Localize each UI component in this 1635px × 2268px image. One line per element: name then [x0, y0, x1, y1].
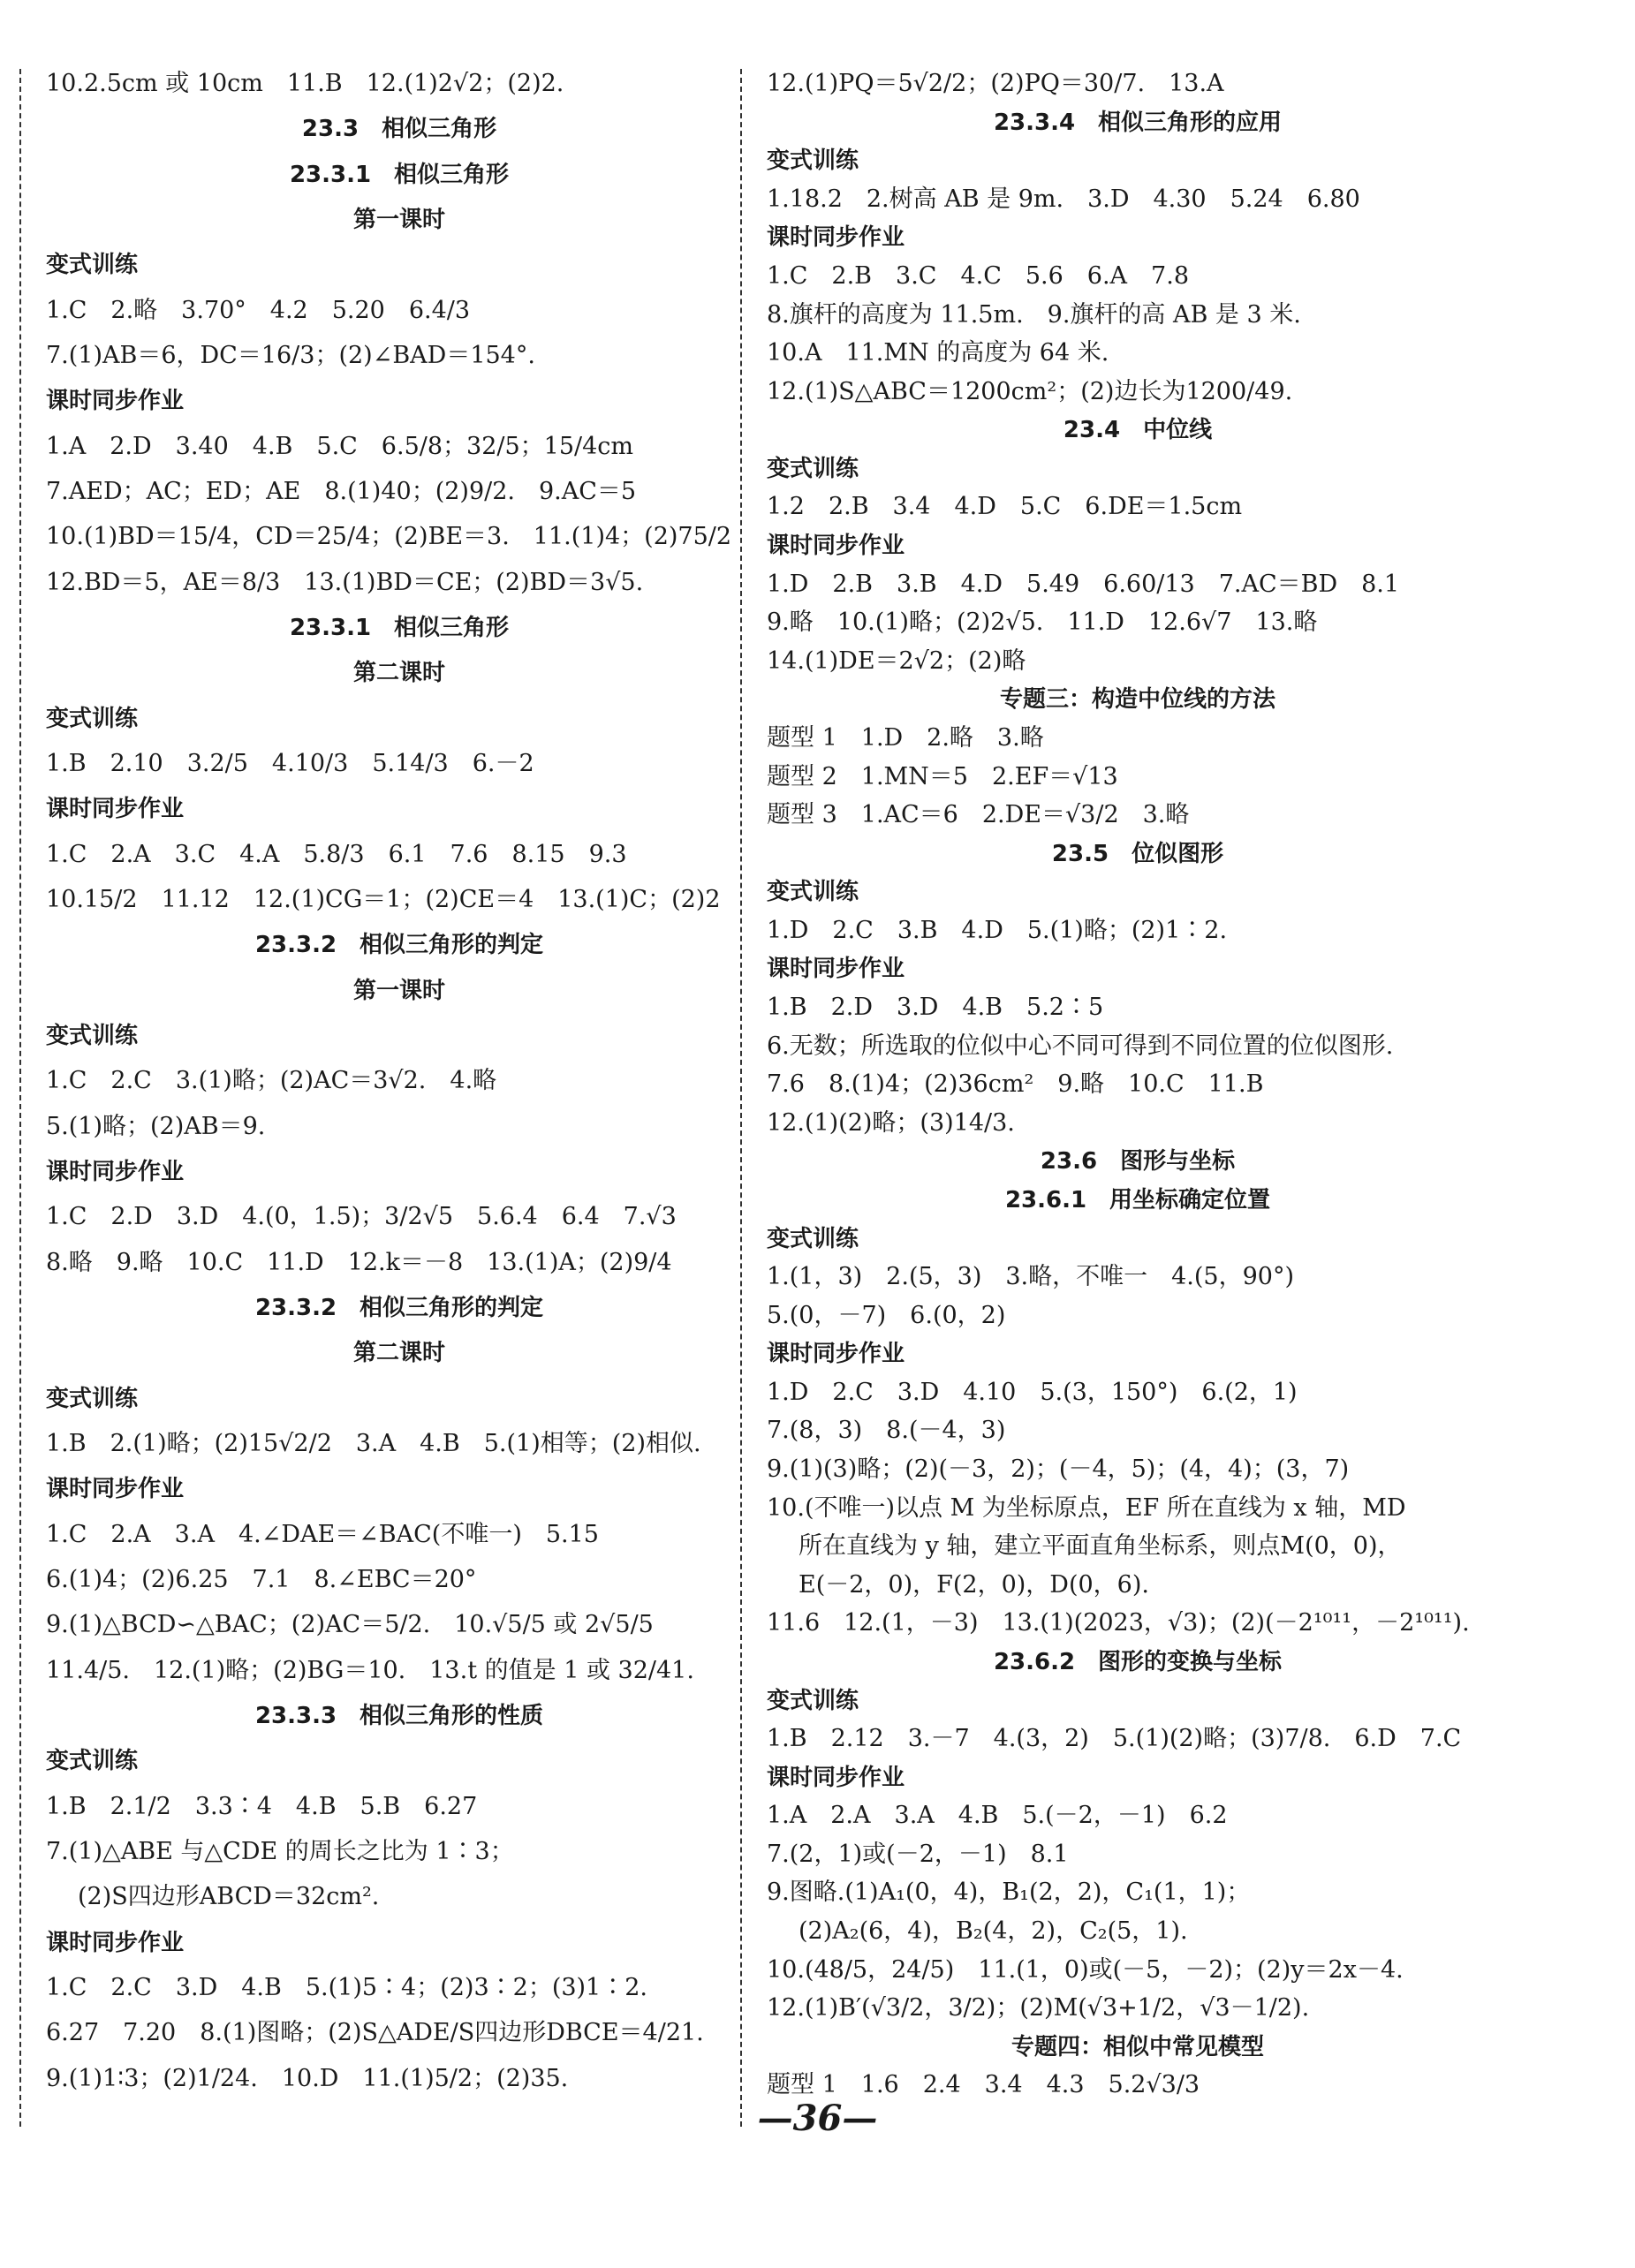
section-label: 变式训练: [46, 706, 139, 732]
answer-line: 5.(0，－7) 6.(0，2): [767, 1302, 1006, 1329]
answer-line: 1.C 2.A 3.C 4.A 5.8/3 6.1 7.6 8.15 9.3: [46, 841, 627, 868]
section-label: 课时同步作业: [46, 1476, 185, 1502]
answer-line: 1.D 2.C 3.D 4.10 5.(3，150°) 6.(2，1): [767, 1379, 1298, 1406]
answer-line: 11.6 12.(1，－3) 13.(1)(2023，√3)；(2)(－2¹⁰¹¹，－2¹⁰¹¹).: [767, 1609, 1470, 1637]
answer-line: 7.(2，1)或(－2，－1) 8.1: [767, 1841, 1069, 1868]
answer-line: 6.无数；所选取的位似中心不同可得到不同位置的位似图形.: [767, 1032, 1394, 1060]
section-label: 变式训练: [46, 252, 139, 278]
section-heading: 第二课时: [352, 660, 445, 686]
section-heading: 23.3.1 相似三角形: [289, 615, 510, 641]
section-heading: 23.3.2 相似三角形的判定: [254, 1295, 544, 1321]
section-label: 课时同步作业: [46, 388, 185, 414]
answer-line: 题型 3 1.AC＝6 2.DE＝√3/2 3.略: [767, 801, 1190, 828]
section-heading: 23.6.1 用坐标确定位置: [1004, 1187, 1271, 1213]
answer-line: 1.B 2.12 3.－7 4.(3，2) 5.(1)(2)略；(3)7/8. 6.D 7.C: [767, 1725, 1462, 1752]
answer-line: 题型 2 1.MN＝5 2.EF＝√13: [767, 763, 1118, 790]
answer-line: 1.2 2.B 3.4 4.D 5.C 6.DE＝1.5cm: [767, 493, 1243, 520]
answer-line: 7.(1)△ABE 与△CDE 的周长之比为 1∶3；: [46, 1838, 514, 1865]
section-heading: 23.6 图形与坐标: [1040, 1148, 1236, 1175]
answer-line: 10.(不唯一)以点 M 为坐标原点，EF 所在直线为 x 轴，MD: [767, 1494, 1406, 1522]
answer-line: 9.略 10.(1)略；(2)2√5. 11.D 12.6√7 13.略: [767, 609, 1318, 636]
section-heading: 23.3 相似三角形: [301, 116, 497, 142]
answer-line: 1.A 2.A 3.A 4.B 5.(－2，－1) 6.2: [767, 1802, 1228, 1829]
answer-line: 12.(1)PQ＝5√2/2；(2)PQ＝30/7. 13.A: [767, 70, 1224, 97]
answer-line: 1.(1，3) 2.(5，3) 3.略，不唯一 4.(5，90°): [767, 1263, 1294, 1290]
answer-line: 1.B 2.10 3.2/5 4.10/3 5.14/3 6.－2: [46, 750, 534, 777]
section-heading: 第二课时: [352, 1340, 445, 1366]
answer-line: 7.(1)AB＝6，DC＝16/3；(2)∠BAD＝154°.: [46, 342, 535, 369]
answer-line: 1.18.2 2.树高 AB 是 9m. 3.D 4.30 5.24 6.80: [767, 185, 1360, 213]
section-label: 变式训练: [46, 1386, 139, 1412]
answer-line: 12.(1)B′(√3/2，3/2)；(2)M(√3+1/2，√3－1/2).: [767, 1994, 1310, 2022]
section-label: 变式训练: [767, 879, 859, 905]
answer-line: 9.图略.(1)A₁(0，4)，B₁(2，2)，C₁(1，1)；: [767, 1879, 1251, 1906]
answer-line: 7.6 8.(1)4；(2)36cm² 9.略 10.C 11.B: [767, 1070, 1264, 1098]
answer-line: 1.B 2.(1)略；(2)15√2/2 3.A 4.B 5.(1)相等；(2)相似.: [46, 1430, 701, 1457]
section-heading: 第一课时: [352, 207, 445, 233]
answer-line: 11.4/5. 12.(1)略；(2)BG＝10. 13.t 的值是 1 或 32/41.: [46, 1657, 694, 1684]
section-heading: 23.3.2 相似三角形的判定: [254, 932, 544, 958]
section-label: 课时同步作业: [767, 533, 905, 559]
answer-line: 8.略 9.略 10.C 11.D 12.k＝－8 13.(1)A；(2)9/4: [46, 1249, 672, 1276]
section-label: 变式训练: [767, 456, 859, 482]
answer-line: (2)A₂(6，4)，B₂(4，2)，C₂(5，1).: [799, 1917, 1188, 1945]
answer-line: 12.(1)(2)略；(3)14/3.: [767, 1109, 1015, 1137]
answer-line: 1.D 2.B 3.B 4.D 5.49 6.60/13 7.AC＝BD 8.1: [767, 571, 1400, 598]
section-label: 变式训练: [46, 1748, 139, 1774]
answer-line: 8.旗杆的高度为 11.5m. 9.旗杆的高 AB 是 3 米.: [767, 301, 1301, 329]
answer-line: 7.AED；AC；ED；AE 8.(1)40；(2)9/2. 9.AC＝5: [46, 478, 637, 505]
answer-line: E(－2，0)，F(2，0)，D(0，6).: [799, 1571, 1149, 1599]
answer-line: 7.(8，3) 8.(－4，3): [767, 1417, 1006, 1444]
left-column: [46, 69, 753, 2109]
section-label: 课时同步作业: [46, 1159, 185, 1185]
answer-line: 12.(1)S△ABC＝1200cm²；(2)边长为1200/49.: [767, 378, 1293, 405]
answer-line: (2)S四边形ABCD＝32cm².: [78, 1883, 380, 1910]
answer-line: 1.D 2.C 3.B 4.D 5.(1)略；(2)1∶2.: [767, 917, 1228, 944]
section-label: 变式训练: [767, 1226, 859, 1252]
answer-line: 9.(1)(3)略；(2)(－3，2)；(－4，5)；(4，4)；(3，7): [767, 1455, 1350, 1483]
answer-line: 1.B 2.1/2 3.3∶4 4.B 5.B 6.27: [46, 1793, 478, 1820]
left-margin-rule: [19, 69, 21, 2127]
section-label: 课时同步作业: [767, 1341, 905, 1367]
answer-line: 1.C 2.C 3.(1)略；(2)AC＝3√2. 4.略: [46, 1067, 497, 1094]
section-label: 变式训练: [767, 1688, 859, 1714]
answer-line: 6.(1)4；(2)6.25 7.1 8.∠EBC＝20°: [46, 1566, 477, 1593]
answer-line: 10.2.5cm 或 10cm 11.B 12.(1)2√2；(2)2.: [46, 70, 564, 97]
answer-line: 1.C 2.C 3.D 4.B 5.(1)5∶4；(2)3∶2；(3)1∶2.: [46, 1974, 647, 2001]
answer-line: 题型 1 1.6 2.4 3.4 4.3 5.2√3/3: [767, 2071, 1200, 2098]
section-label: 变式训练: [767, 147, 859, 174]
section-label: 课时同步作业: [767, 956, 905, 982]
right-column: [767, 69, 1509, 2109]
answer-line: 14.(1)DE＝2√2；(2)略: [767, 647, 1026, 675]
answer-line: 10.15/2 11.12 12.(1)CG＝1；(2)CE＝4 13.(1)C；(2)2: [46, 886, 721, 913]
answer-line: 1.A 2.D 3.40 4.B 5.C 6.5/8；32/5；15/4cm: [46, 433, 634, 460]
section-label: 课时同步作业: [767, 224, 905, 251]
answer-line: 10.A 11.MN 的高度为 64 米.: [767, 339, 1109, 367]
answer-line: 1.C 2.略 3.70° 4.2 5.20 6.4/3: [46, 297, 471, 324]
answer-line: 9.(1)1∶3；(2)1/24. 10.D 11.(1)5/2；(2)35.: [46, 2065, 569, 2092]
section-heading: 第一课时: [352, 978, 445, 1004]
section-heading: 专题四：相似中常见模型: [1011, 2034, 1264, 2060]
answer-line: 题型 1 1.D 2.略 3.略: [767, 724, 1044, 752]
section-heading: 23.5 位似图形: [1051, 841, 1224, 867]
answer-line: 所在直线为 y 轴，建立平面直角坐标系，则点M(0，0)，: [799, 1532, 1402, 1560]
answer-line: 12.BD＝5，AE＝8/3 13.(1)BD＝CE；(2)BD＝3√5.: [46, 569, 644, 596]
answer-line: 10.(48/5，24/5) 11.(1，0)或(－5，－2)；(2)y＝2x－4.: [767, 1956, 1404, 1984]
answer-line: 9.(1)△BCD∽△BAC；(2)AC＝5/2. 10.√5/5 或 2√5/5: [46, 1611, 654, 1638]
section-label: 课时同步作业: [46, 796, 185, 822]
page-number: —36—: [757, 2098, 878, 2139]
section-heading: 23.3.4 相似三角形的应用: [993, 110, 1283, 136]
section-heading: 23.6.2 图形的变换与坐标: [993, 1649, 1283, 1675]
section-heading: 23.3.1 相似三角形: [289, 162, 510, 188]
section-heading: 23.4 中位线: [1063, 417, 1213, 443]
section-label: 课时同步作业: [767, 1765, 905, 1791]
answer-line: 1.C 2.A 3.A 4.∠DAE＝∠BAC(不唯一) 5.15: [46, 1521, 599, 1548]
answer-line: 1.C 2.D 3.D 4.(0，1.5)；3/2√5 5.6.4 6.4 7.√3: [46, 1203, 677, 1230]
section-label: 课时同步作业: [46, 1930, 185, 1956]
answer-line: 6.27 7.20 8.(1)图略；(2)S△ADE/S四边形DBCE＝4/21.: [46, 2019, 704, 2046]
answer-line: 5.(1)略；(2)AB＝9.: [46, 1113, 266, 1140]
answer-line: 1.B 2.D 3.D 4.B 5.2∶5: [767, 994, 1104, 1021]
answer-line: 1.C 2.B 3.C 4.C 5.6 6.A 7.8: [767, 262, 1189, 290]
section-heading: 专题三：构造中位线的方法: [999, 686, 1275, 713]
section-heading: 23.3.3 相似三角形的性质: [254, 1703, 544, 1729]
answer-line: 10.(1)BD＝15/4，CD＝25/4；(2)BE＝3. 11.(1)4；(2)75/2: [46, 523, 732, 550]
section-label: 变式训练: [46, 1023, 139, 1049]
